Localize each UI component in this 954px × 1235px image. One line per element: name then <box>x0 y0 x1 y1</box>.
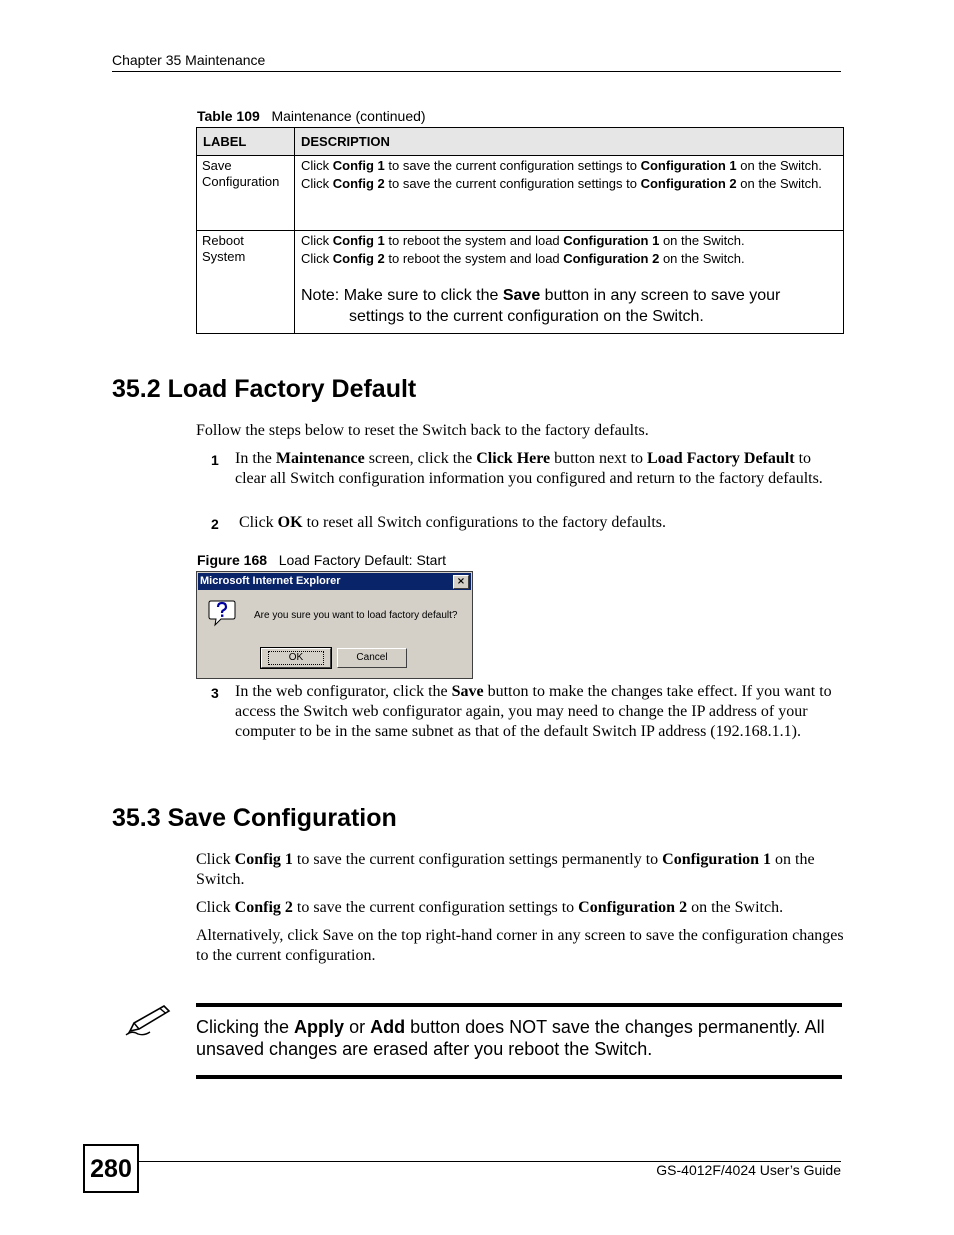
section-heading-save-configuration: 35.3 Save Configuration <box>112 804 397 832</box>
col-label-header: LABEL <box>197 128 295 156</box>
paragraph: Click Config 2 to save the current configuration settings to Configuration 2 on the Switch. <box>196 899 784 916</box>
step-text: Click OK to reset all Switch configurations to the factory defaults. <box>239 514 667 531</box>
paragraph: Click Config 1 to save the current configuration settings permanently to Configuration 1 on the Switch. <box>196 851 815 888</box>
note-top-rule <box>196 1003 842 1007</box>
step-number: 3 <box>211 685 219 701</box>
desc-line: Click Config 2 to save the current configuration settings to Configuration 2 on the Switch. <box>301 176 822 191</box>
figure-caption-text: Load Factory Default: Start <box>278 552 447 568</box>
cancel-button[interactable]: Cancel <box>337 648 407 668</box>
dialog-message: Are you sure you want to load factory default? <box>254 610 458 621</box>
figure-caption <box>197 552 446 568</box>
row-description <box>295 231 844 334</box>
table-row <box>197 231 844 334</box>
desc-line: Click Config 1 to reboot the system and load Configuration 1 on the Switch. <box>301 233 745 248</box>
dialog-titlebar <box>198 573 471 590</box>
row-description <box>295 156 844 231</box>
desc-line: Click Config 1 to save the current configuration settings to Configuration 1 on the Switch. <box>301 158 822 173</box>
maintenance-table <box>196 127 844 334</box>
footer-guide-title: GS-4012F/4024 User’s Guide <box>656 1162 841 1178</box>
step-number: 2 <box>211 516 219 532</box>
pencil-note-icon <box>124 1003 174 1037</box>
row-label: Reboot System <box>197 231 295 334</box>
table-caption-text: Maintenance (continued) <box>271 108 426 124</box>
table-caption-label: Table 109 <box>197 108 260 124</box>
table-row <box>197 156 844 231</box>
question-icon <box>207 598 237 628</box>
note-text: Clicking the Apply or Add button does NOT save the changes permanently. All unsaved changes are erased after you reboot the Switch. <box>196 1017 825 1059</box>
paragraph: Alternatively, click Save on the top right-hand corner in any screen to save the configuration changes to the current configuration. <box>196 927 844 964</box>
page-number: 280 <box>83 1144 139 1193</box>
header-rule <box>112 71 841 72</box>
col-description-header: DESCRIPTION <box>295 128 844 156</box>
intro-paragraph: Follow the steps below to reset the Switch back to the factory defaults. <box>196 422 649 439</box>
step-text: In the web configurator, click the Save button to make the changes take effect. If you want to access the Switch web configurator again, you may need to change the IP address of your computer to be in the same subnet as that of the default Switch IP address (192.168.1.1). <box>235 683 832 740</box>
table-caption <box>197 108 426 124</box>
figure-caption-label: Figure 168 <box>197 552 268 568</box>
dialog-title: Microsoft Internet Explorer <box>200 575 341 587</box>
table-header-row <box>197 128 844 156</box>
section-heading-load-factory-default: 35.2 Load Factory Default <box>112 375 417 403</box>
step-text: In the Maintenance screen, click the Click Here button next to Load Factory Default to clear all Switch configuration information you configured and return to the factory defaults. <box>235 450 823 487</box>
close-icon[interactable]: × <box>453 575 469 589</box>
row-label: Save Configuration <box>197 156 295 231</box>
table-note: Note: Make sure to click the Save button in any screen to save your settings to the current configuration on the Switch. <box>301 287 781 325</box>
confirm-dialog <box>196 571 473 679</box>
note-bottom-rule <box>196 1075 842 1079</box>
ok-button[interactable]: OK <box>261 648 331 668</box>
chapter-header: Chapter 35 Maintenance <box>112 52 266 68</box>
desc-line: Click Config 2 to reboot the system and load Configuration 2 on the Switch. <box>301 251 745 266</box>
step-number: 1 <box>211 452 219 468</box>
